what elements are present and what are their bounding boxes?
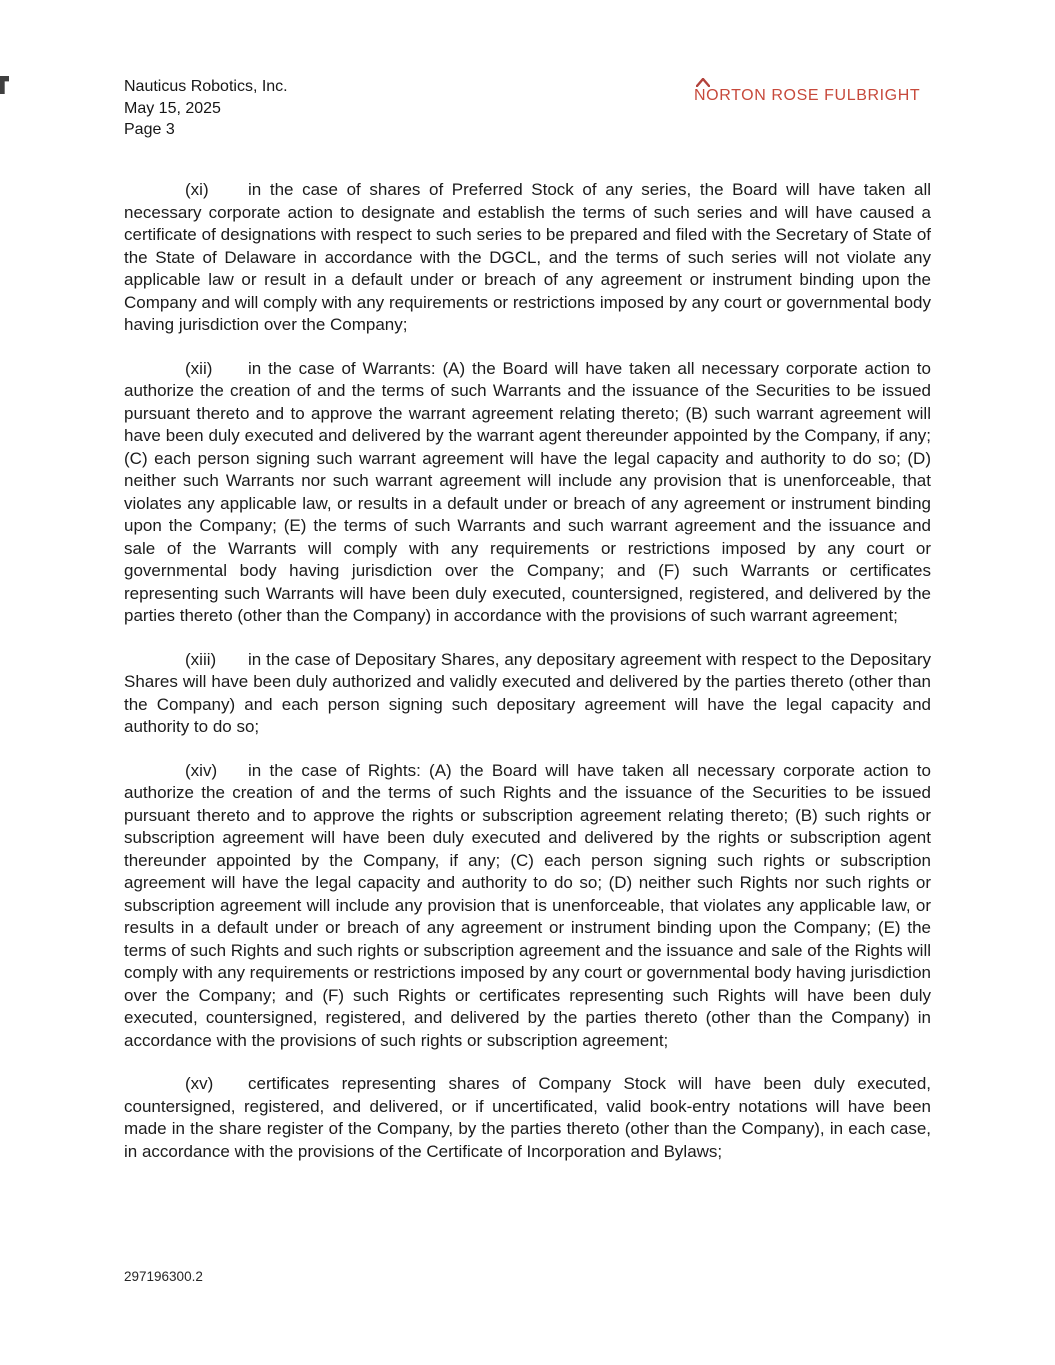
paragraph-text: in the case of Warrants: (A) the Board will have taken all necessary corporate action to authorize the creation of and the terms of such Warrants and the issuance of the Securities to be issued pursuant thereto and to approve the warrant agreement relating thereto; (B) such warrant agreement will have been duly executed and delivered by the warrant agent thereunder appointed by the Company, if any; (C) each person signing such warrant agreement will have the legal capacity and authority to do so; (D) neither such Warrants nor such warrant agreement will include any provision that is unenforceable, that violates any applicable law, or results in a default under or breach of any agreement or instrument binding upon the Company; (E) the terms of such Warrants and such warrant agreement and the issuance and sale of the Warrants will comply with any requirements or restrictions imposed by any court or governmental body having jurisdiction over the Company; and (F) such Warrants or certificates representing such Warrants will have been duly executed, countersigned, registered, and delivered by the parties thereto (other than the Company) in accordance with the provisions of such warrant agreement; — [124, 358, 931, 625]
scan-edge-artifact — [0, 76, 9, 94]
paragraph-xv — [124, 1073, 931, 1163]
paragraph-xiv — [124, 760, 931, 1053]
paragraph-xii — [124, 358, 931, 628]
nrf-logo-text: NORTON ROSE FULBRIGHT — [694, 87, 921, 104]
header-company: Nauticus Robotics, Inc. — [124, 78, 288, 95]
paragraph-text: in the case of shares of Preferred Stock of any series, the Board will have taken all necessary corporate action to designate and establish the terms of such series and will have caused a certificate of designations with respect to such series to be prepared and filed with the Secretary of State of the State of Delaware in accordance with the DGCL, and the terms of such series will not violate any applicable law or result in a default under or breach of any agreement or instrument binding upon the Company and will comply with any requirements or restrictions imposed by any court or governmental body having jurisdiction over the Company; — [124, 180, 931, 334]
paragraph-number: (xii) — [185, 358, 213, 378]
header-page-number: Page 3 — [124, 121, 175, 138]
paragraph-xiii — [124, 649, 931, 739]
paragraph-number: (xi) — [185, 180, 209, 199]
header-date: May 15, 2025 — [124, 99, 221, 117]
paragraph-number: (xv) — [185, 1074, 214, 1093]
letter-header — [124, 76, 288, 141]
nrf-chevron-icon — [696, 78, 710, 87]
paragraph-number: (xiv) — [185, 760, 218, 780]
paragraph-text: certificates representing shares of Company Stock will have been duly executed, countersigned, registered, and delivered, or if uncertificated, valid book-entry notations will have been made in the share register of the Company, by the parties thereto (other than the Company), in each case, in accordance with the provisions of the Certificate of Incorporation and Bylaws; — [124, 1074, 931, 1161]
paragraph-xi — [124, 179, 931, 337]
footer-document-number: 297196300.2 — [124, 1269, 203, 1284]
paragraph-number: (xiii) — [185, 649, 217, 669]
paragraph-text: in the case of Depositary Shares, any depositary agreement with respect to the Depositary Shares will have been duly authorized and validly executed and delivered by the parties thereto (other than the Company) and each person signing such depositary agreement will have the legal capacity and authority to do so; — [124, 649, 931, 736]
norton-rose-fulbright-logo — [694, 87, 920, 105]
paragraph-text: in the case of Rights: (A) the Board will have taken all necessary corporate action to authorize the creation of and the terms of such Rights and the issuance of the Securities to be issued pursuant thereto and to approve the rights or subscription agreement relating thereto; (B) such rights or subscription agreement will have been duly executed and delivered by the rights or subscription agent thereunder appointed by the Company, if any; (C) each person signing such rights or subscription agreement will have the legal capacity and authority to do so; (D) neither such Rights nor such rights or subscription agreement will include any provision that is unenforceable, that violates any applicable law, or results in a default under or breach of any agreement or instrument binding upon the Company; (E) the terms of such Rights and such rights or subscription agreement and the issuance and sale of the Rights will comply with any requirements or restrictions imposed by any court or governmental body having jurisdiction over the Company; and (F) such Rights or certificates representing such Rights will have been duly executed, countersigned, registered, and delivered by the parties thereto (other than the Company) in accordance with the provisions of such rights or subscription agreement; — [124, 760, 931, 1050]
document-body — [124, 179, 931, 1184]
